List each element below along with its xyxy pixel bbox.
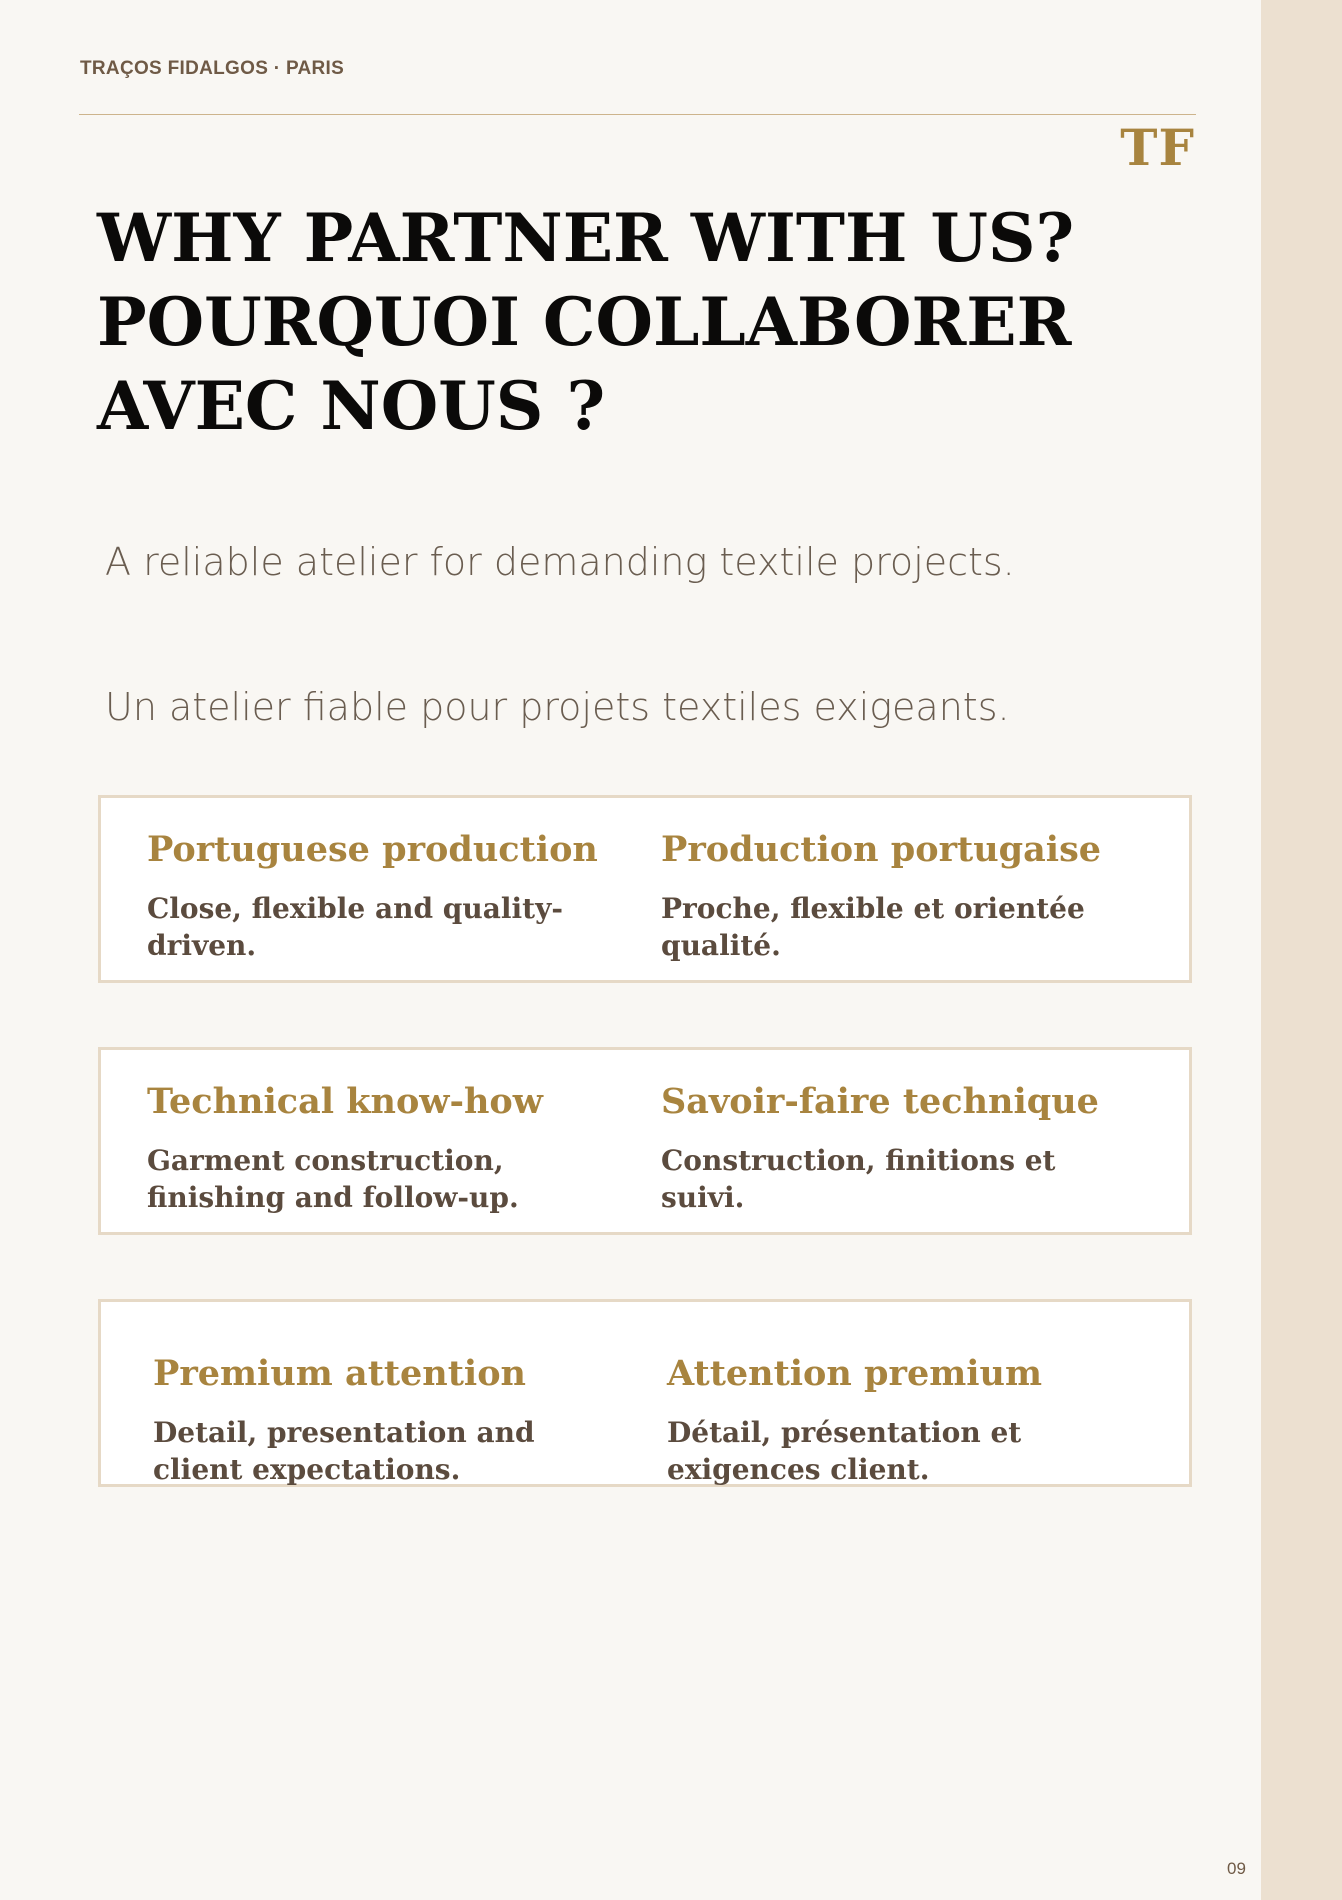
card-title-english: Technical know-how [147,1081,543,1122]
card-column-french [661,828,1131,964]
title-line-2: POURQUOI COLLABORER [97,283,1072,361]
card-text-french: Construction, finitions et suivi. [661,1144,1056,1214]
card-title-french: Production portugaise [661,829,1102,870]
card-column-english [153,1352,623,1488]
feature-card-know-how [98,1047,1192,1235]
card-column-english [147,1080,617,1216]
card-title-french: Attention premium [667,1353,1043,1394]
card-text-english: Close, flexible and quality-driven. [147,892,563,962]
card-title-english: Portuguese production [147,829,598,870]
card-column-french [661,1080,1131,1216]
intro-french: Un atelier fiable pour projets textiles exigeants. [105,685,1010,729]
card-text-french: Détail, présentation et exigences client. [667,1416,1022,1486]
feature-card-attention [98,1299,1192,1487]
page-number: 09 [1227,1859,1246,1878]
card-title-french: Savoir-faire technique [661,1081,1099,1122]
feature-card-production [98,795,1192,983]
title-line-1: WHY PARTNER WITH US? [97,199,1075,277]
side-band [1261,0,1342,1900]
card-title-english: Premium attention [153,1353,527,1394]
card-text-french: Proche, flexible et orientée qualité. [661,892,1085,962]
brand-line: TRAÇOS FIDALGOS · PARIS [80,58,345,79]
card-column-english [147,828,617,964]
card-text-english: Garment construction, finishing and follow-up. [147,1144,519,1214]
card-column-french [667,1352,1137,1488]
title-line-3: AVEC NOUS ? [97,367,606,445]
header-divider [79,114,1196,115]
card-text-english: Detail, presentation and client expectations. [153,1416,535,1486]
intro-english: A reliable atelier for demanding textile projects. [105,540,1015,584]
monogram-logo: TF [1120,118,1195,177]
page-title [97,196,1197,448]
